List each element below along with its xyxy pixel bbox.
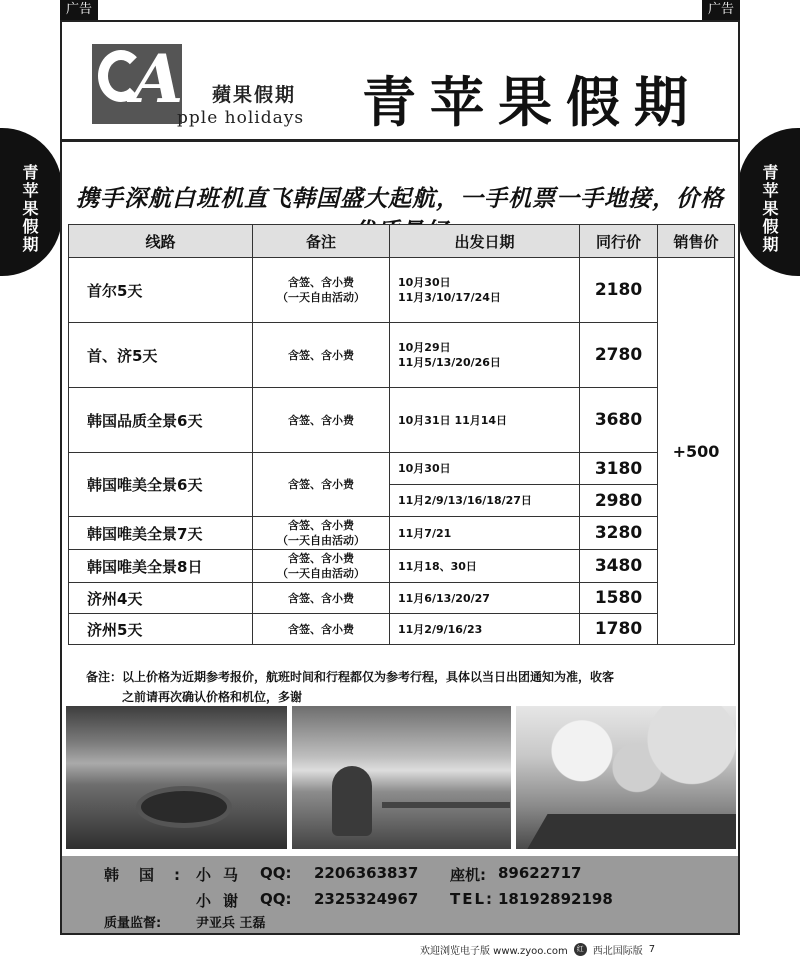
trade-price: 2780 (580, 323, 658, 388)
tel-number: 18192892198 (498, 890, 613, 908)
route-note: 含签、含小费 (253, 614, 390, 645)
qq-label-1: QQ: (260, 864, 292, 882)
quality-supervisor-names: 尹亚兵 王磊 (196, 916, 266, 931)
trade-price: 3280 (580, 517, 658, 550)
qq-label-2: QQ: (260, 890, 292, 908)
note-line: 含签、含小费 (288, 519, 354, 532)
side-banner-right (738, 128, 800, 276)
departure-dates: 10月30日 (390, 453, 580, 485)
note-line: （一天自由活动） (277, 534, 365, 547)
trade-price: 3480 (580, 550, 658, 583)
route-price-table (68, 224, 735, 645)
route-note (253, 550, 390, 583)
table-row (69, 388, 735, 453)
tagline: 携手深航白班机直飞韩国盛大起航，一手机票一手地接，价格 (76, 185, 724, 212)
landline-number: 89622717 (498, 864, 582, 882)
departure-dates: 11月6/13/20/27 (390, 583, 580, 614)
logo-english-name: pple holidays (177, 108, 305, 128)
photo-strip (66, 706, 736, 849)
footer-website-text: 欢迎浏览电子版 www.zyoo.com (420, 946, 568, 957)
trade-price: 3180 (580, 453, 658, 485)
logo-chinese-name: 蘋果假期 (212, 84, 297, 106)
route-note: 含签、含小费 (253, 453, 390, 517)
table-row (69, 583, 735, 614)
header-route: 线路 (69, 225, 253, 258)
route-name: 韩国唯美全景8日 (69, 550, 253, 583)
route-name: 韩国唯美全景7天 (69, 517, 253, 550)
remark-line-2: 之前请再次确认价格和机位，多谢 (122, 690, 303, 704)
table-row (69, 517, 735, 550)
landline-label: 座机: (450, 866, 486, 884)
table-row (69, 614, 735, 645)
qq-number-1: 2206363837 (314, 864, 419, 882)
side-banner-right-text: 青苹果假期 (760, 164, 779, 254)
route-name: 韩国唯美全景6天 (69, 453, 253, 517)
departure-dates: 10月31日 11月14日 (390, 388, 580, 453)
departure-dates: 11月7/21 (390, 517, 580, 550)
table-row (69, 323, 735, 388)
contact-person-2: 小谢 (196, 892, 251, 910)
sale-markup: +500 (658, 258, 735, 645)
header-note: 备注 (253, 225, 390, 258)
departure-dates (390, 258, 580, 323)
table-row (69, 550, 735, 583)
header-sale-price: 销售价 (658, 225, 735, 258)
trade-price: 2980 (580, 485, 658, 517)
date-line: 11月3/10/17/24日 (398, 291, 501, 304)
road-shape (524, 814, 736, 849)
contact-person-1: 小马 (196, 866, 251, 884)
table-row (69, 258, 735, 323)
brand-title: 青苹果假期 (362, 70, 702, 134)
side-banner-left-text: 青苹果假期 (20, 164, 39, 254)
date-line: 11月5/13/20/26日 (398, 356, 501, 369)
page-footer (420, 942, 780, 957)
statue-shape (332, 766, 372, 836)
header-trade-price: 同行价 (580, 225, 658, 258)
contact-region: 韩国: (104, 866, 200, 884)
route-name: 济州5天 (69, 614, 253, 645)
route-name: 济州4天 (69, 583, 253, 614)
route-name: 韩国品质全景6天 (69, 388, 253, 453)
photo-cherry-blossom-road (516, 706, 736, 849)
newspaper-mark-icon: 红 (574, 943, 587, 956)
tel-label: TEL: (450, 890, 495, 908)
table-row (69, 453, 735, 485)
footer-edition: 西北国际版 (592, 946, 643, 957)
ad-label-left: 广告 (60, 0, 98, 20)
trade-price: 1780 (580, 614, 658, 645)
header (62, 22, 738, 142)
route-note: 含签、含小费 (253, 583, 390, 614)
route-note: 含签、含小费 (253, 388, 390, 453)
island-shape (136, 786, 232, 828)
note-line: （一天自由活动） (277, 291, 365, 304)
contact-panel (62, 856, 738, 933)
side-banner-left (0, 128, 62, 276)
table-header-row (69, 225, 735, 258)
note-line: （一天自由活动） (277, 567, 365, 580)
route-name: 首尔5天 (69, 258, 253, 323)
trees-shape (516, 706, 736, 818)
qq-number-2: 2325324967 (314, 890, 419, 908)
remark-line-1: 备注：以上价格为近期参考报价，航班时间和行程都仅为参考行程，具体以当日出团通知为准，收客 (86, 670, 615, 684)
route-name: 首、济5天 (69, 323, 253, 388)
trade-price: 3680 (580, 388, 658, 453)
quality-supervisor-label: 质量监督: (104, 916, 162, 931)
ad-frame (60, 20, 740, 935)
pier-shape (382, 802, 510, 808)
note-line: 含签、含小费 (288, 276, 354, 289)
departure-dates (390, 323, 580, 388)
trade-price: 2180 (580, 258, 658, 323)
logo-letter: A (132, 40, 184, 118)
ad-label-right: 广告 (702, 0, 740, 20)
route-note (253, 258, 390, 323)
departure-dates: 11月2/9/16/23 (390, 614, 580, 645)
photo-mermaid-statue (292, 706, 511, 849)
date-line: 10月29日 (398, 341, 451, 354)
note-line: 含签、含小费 (288, 552, 354, 565)
departure-dates: 11月2/9/13/16/18/27日 (390, 485, 580, 517)
departure-dates: 11月18、30日 (390, 550, 580, 583)
date-line: 10月30日 (398, 276, 451, 289)
photo-jeju-island (66, 706, 287, 849)
remark-note (86, 667, 736, 707)
header-dates: 出发日期 (390, 225, 580, 258)
route-note: 含签、含小费 (253, 323, 390, 388)
route-note (253, 517, 390, 550)
trade-price: 1580 (580, 583, 658, 614)
page-number: 7 (648, 944, 656, 955)
